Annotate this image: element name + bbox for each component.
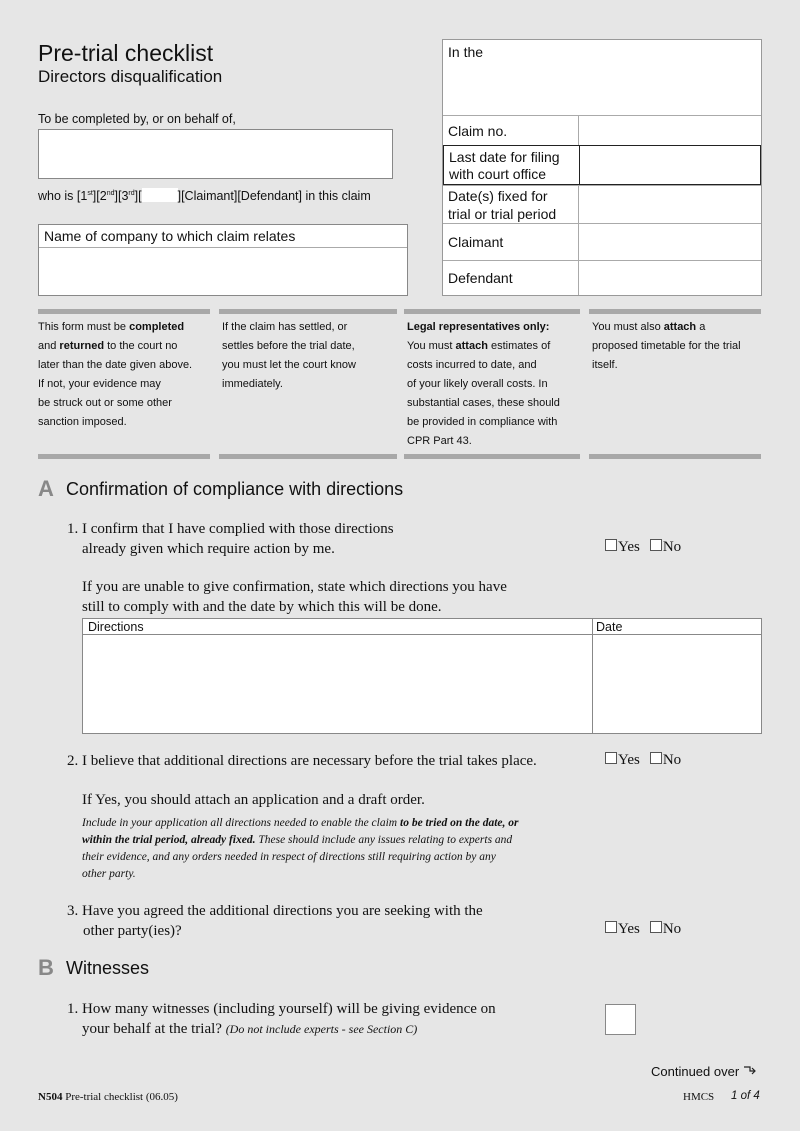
no-label: No [662, 752, 682, 768]
party-number-field[interactable] [142, 188, 178, 202]
note-text: later than the date given above. [38, 359, 193, 371]
row-divider [578, 116, 579, 145]
row-divider [578, 261, 579, 295]
note-emphasis: attach [663, 321, 697, 333]
yes-checkbox[interactable] [605, 921, 617, 933]
note-settlement [222, 318, 402, 394]
no-option[interactable] [650, 539, 681, 555]
a-q1-sub-line1: If you are unable to give confirmation, state which directions you have [82, 579, 507, 595]
role-mid-3: ][ [134, 189, 142, 203]
yes-option[interactable] [605, 752, 640, 768]
page-number: 1 of 4 [731, 1090, 760, 1102]
note-text: itself. [592, 359, 618, 371]
note-emphasis: to be tried on the date, or [400, 817, 519, 829]
section-b-title: Witnesses [66, 958, 150, 978]
no-label: No [662, 921, 682, 937]
yes-checkbox[interactable] [605, 539, 617, 551]
form-subtitle: Directors disqualification [38, 67, 223, 86]
ord-3: rd [128, 189, 135, 197]
directions-field[interactable] [83, 635, 592, 733]
yes-checkbox[interactable] [605, 752, 617, 764]
note-text: These should include any issues relating to experts and [255, 834, 513, 846]
b-q1-line2 [82, 1019, 417, 1039]
note-text: their evidence, and any orders needed in respect of directions still requiring action by any [82, 851, 496, 863]
last-date-row [443, 145, 761, 185]
note-emphasis: attach [455, 340, 488, 352]
role-suffix: ][Claimant][Defendant] in this claim [177, 189, 371, 203]
section-a-title: Confirmation of compliance with directions [66, 479, 404, 499]
no-option[interactable] [650, 921, 681, 937]
court-details-table [442, 39, 762, 296]
a-q3-line1: 3. Have you agreed the additional directions you are seeking with the [67, 903, 483, 919]
date-header: Date [596, 620, 623, 634]
claimant-label: Claimant [448, 234, 504, 250]
ord-1: st [87, 189, 93, 197]
role-mid-1: ][2 [92, 189, 107, 203]
note-text: be struck out or some other [38, 397, 172, 409]
note-bar-bottom [589, 454, 761, 459]
row-divider [578, 224, 579, 260]
witness-count-field[interactable] [605, 1004, 636, 1035]
note-text: substantial cases, these should [407, 397, 560, 409]
note-text: be provided in compliance with [407, 416, 558, 428]
yes-option[interactable] [605, 539, 640, 555]
continued-text: Continued over [651, 1064, 740, 1079]
role-mid-2: ][3 [114, 189, 129, 203]
note-completion [38, 318, 214, 432]
company-name-label: Name of company to which claim relates [44, 228, 296, 244]
note-emphasis: completed [129, 321, 185, 333]
dates-fixed-row [443, 185, 761, 223]
no-checkbox[interactable] [650, 921, 662, 933]
section-b-letter: B [38, 955, 54, 980]
b-q1-text: your behalf at the trial? [82, 1021, 222, 1037]
page-turn-icon [743, 1065, 757, 1077]
note-text: you must let the court know [222, 359, 356, 371]
note-text: If the claim has settled, or [222, 321, 348, 333]
form-code: N504 [38, 1091, 63, 1103]
note-bar-top [38, 309, 210, 314]
a-q1-line2: already given which require action by me. [82, 541, 335, 557]
a-q3-line2: other party(ies)? [83, 923, 182, 939]
note-text: other party. [82, 868, 136, 880]
note-emphasis: within the trial period, already fixed. [82, 834, 256, 846]
note-text: You must [407, 340, 456, 352]
b-q1-line1: 1. How many witnesses (including yourself) will be giving evidence on [67, 1001, 496, 1017]
note-emphasis: Legal representatives only: [407, 321, 550, 333]
note-text: You must also [592, 321, 664, 333]
last-date-label-1: Last date for filing [449, 149, 560, 165]
a-q1-line1: 1. I confirm that I have complied with those directions [67, 521, 394, 537]
note-text: estimates of [487, 340, 551, 352]
dates-fixed-label-1: Date(s) fixed for [448, 188, 548, 204]
a-q2-note [82, 815, 602, 883]
party-role-line [38, 188, 371, 203]
a-q1-sub-line2: still to comply with and the date by which this will be done. [82, 599, 442, 615]
dates-fixed-label-2: trial or trial period [448, 206, 557, 222]
note-text: a [696, 321, 706, 333]
completed-by-field[interactable] [38, 129, 393, 179]
form-name: Pre-trial checklist (06.05) [62, 1091, 178, 1103]
no-checkbox[interactable] [650, 539, 662, 551]
completed-by-label: To be completed by, or on behalf of, [38, 112, 236, 126]
note-text: immediately. [222, 378, 283, 390]
no-checkbox[interactable] [650, 752, 662, 764]
no-label: No [662, 539, 682, 555]
note-bar-top [589, 309, 761, 314]
yes-label: Yes [618, 539, 640, 555]
yes-label: Yes [618, 752, 640, 768]
in-the-label: In the [448, 44, 484, 60]
a-q2-yes-no [605, 752, 681, 769]
org-label: HMCS [683, 1091, 715, 1103]
a-q3-yes-no [605, 921, 681, 938]
note-bar-top [404, 309, 580, 314]
note-text: If not, your evidence may [38, 378, 161, 390]
note-text: Include in your application all directions needed to enable the claim [82, 817, 400, 829]
row-divider [578, 186, 579, 223]
claim-no-row [443, 115, 761, 145]
no-option[interactable] [650, 752, 681, 768]
note-text: to the court no [104, 340, 178, 352]
note-text: This form must be [38, 321, 130, 333]
a-q2-line1: 2. I believe that additional directions are necessary before the trial takes place. [67, 753, 537, 769]
note-legal-reps [407, 318, 587, 451]
note-bar-bottom [219, 454, 397, 459]
note-text: and [38, 340, 60, 352]
continued-over [651, 1064, 757, 1079]
ord-2: nd [106, 189, 115, 197]
note-bar-top [219, 309, 397, 314]
company-name-box [38, 224, 408, 296]
section-a-letter: A [38, 476, 54, 501]
note-text: sanction imposed. [38, 416, 127, 428]
claim-no-label: Claim no. [448, 123, 508, 139]
note-text: settles before the trial date, [222, 340, 355, 352]
last-date-label-2: with court office [449, 166, 547, 182]
a-q2-sub: If Yes, you should attach an application and a draft order. [82, 792, 425, 808]
role-prefix: who is [1 [38, 189, 88, 203]
company-name-field[interactable] [39, 248, 407, 295]
note-timetable [592, 318, 764, 375]
directions-table [82, 618, 762, 734]
yes-option[interactable] [605, 921, 640, 937]
note-text: of your likely overall costs. In [407, 378, 548, 390]
note-text: CPR Part 43. [407, 435, 472, 447]
form-title: Pre-trial checklist [38, 40, 214, 66]
a-q1-yes-no [605, 539, 681, 556]
note-emphasis: returned [59, 340, 105, 352]
note-text: costs incurred to date, and [407, 359, 537, 371]
note-bar-bottom [404, 454, 580, 459]
defendant-row [443, 260, 761, 295]
note-text: proposed timetable for the trial [592, 340, 741, 352]
note-bar-bottom [38, 454, 210, 459]
form-reference [38, 1091, 178, 1103]
directions-header: Directions [88, 620, 144, 634]
date-field[interactable] [593, 635, 761, 733]
row-divider [579, 146, 580, 184]
claimant-row [443, 223, 761, 260]
b-q1-note: (Do not include experts - see Section C) [225, 1022, 418, 1036]
yes-label: Yes [618, 921, 640, 937]
defendant-label: Defendant [448, 270, 513, 286]
